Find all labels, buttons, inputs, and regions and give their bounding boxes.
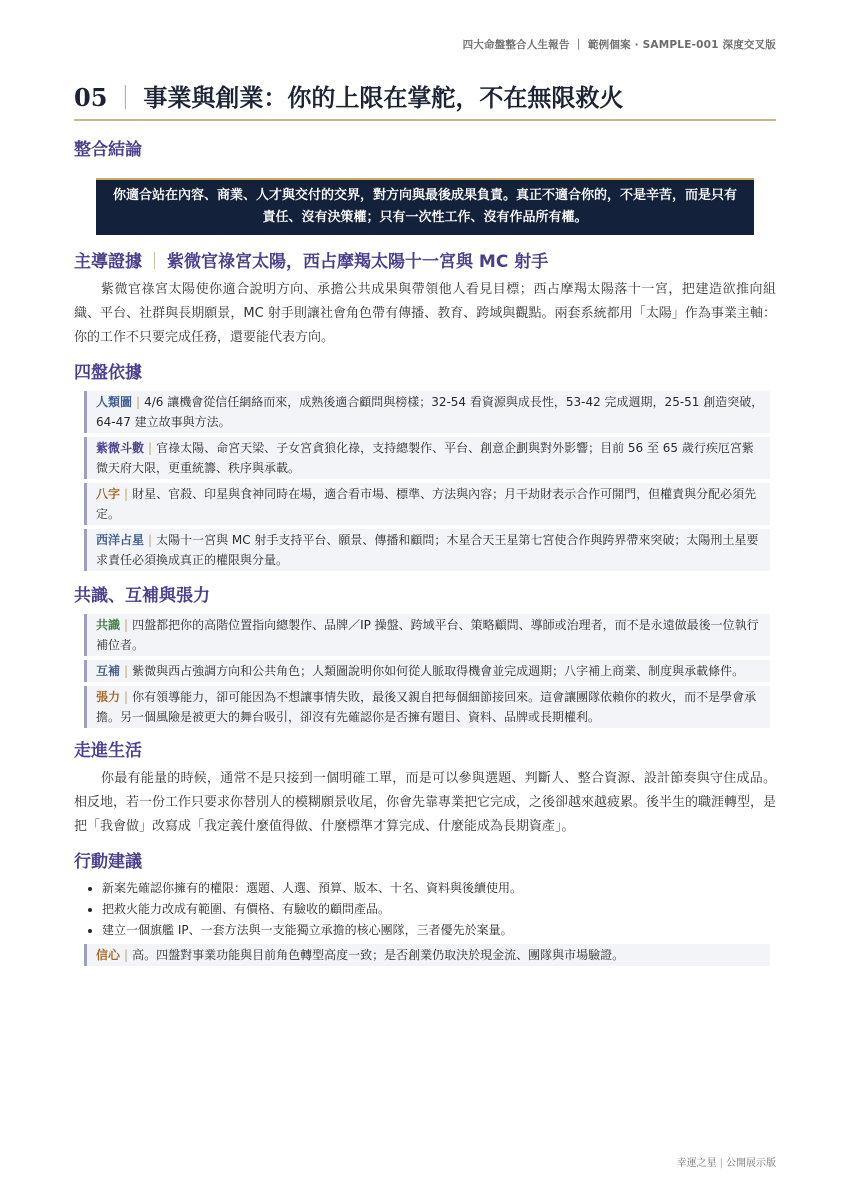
consensus-heading: 共識、互補與張力 <box>74 586 210 606</box>
chapter-number: 05 <box>74 83 108 112</box>
confidence-text: 高。四盤對事業功能與目前角色轉型高度一致；是否創業仍取決於現金流、團隊與市場驗證。 <box>132 948 625 962</box>
confidence-label: 信心 <box>96 948 121 962</box>
action-item: • 把救火能力改成有範圍、有價格、有驗收的顧問產品。 <box>102 899 776 920</box>
life-heading: 走進生活 <box>74 741 142 761</box>
fact-text: 官祿太陽、命宮天梁、子女宮貪狼化祿，支持總製作、平台、創意企劃與對外影響；目前 56 至 65 歲行疾厄宮紫微天府大限，更重統籌、秩序與承載。 <box>96 441 754 475</box>
fact-label: 西洋占星 <box>96 533 145 547</box>
running-header: 四大命盤整合人生報告 ｜ 範例個案 · SAMPLE-001 深度交叉版 <box>462 39 776 51</box>
fact-text: 財星、官殺、印星與食神同時在場，適合看市場、標準、方法與內容；月干劫財表示合作可開門，但權責與分配必須先定。 <box>96 487 757 521</box>
evidence-paragraph: 紫微官祿宮太陽使你適合說明方向、承擔公共成果與帶領他人看見目標；西占摩羯太陽落十一宮，把建造欲推向組織、平台、社群與長期願景，MC 射手則讓社會角色帶有傳播、教育、跨域與觀點。兩套系統都用「太陽」作為事業主軸：你的工作不只要完成任務，還要能代表方向。 <box>74 282 776 345</box>
fact-text: 4/6 讓機會從信任網絡而來，成熟後適合顧問與榜樣；32-54 看資源與成長性，53-42 完成週期，25-51 創造突破，64-47 建立故事與方法。 <box>96 395 764 429</box>
life-paragraph: 你最有能量的時候，通常不是只接到一個明確工單，而是可以參與選題、判斷人、整合資源、設計節奏與守住成品。相反地，若一份工作只要求你替別人的模糊願景收尾，你會先靠專業把它完成，之後卻越來越疲累。後半生的職涯轉型，是把「我會做」改寫成「我定義什麼值得做、什麼標準才算完成、什麼能成為長期資產」。 <box>74 771 777 834</box>
actions-heading: 行動建議 <box>74 852 142 872</box>
fact-label: 八字 <box>96 487 121 501</box>
evidence-heading-main: 主導證據 <box>74 252 142 272</box>
tension-text: 你有領導能力，卻可能因為不想讓事情失敗，最後又親自把每個細節接回來。這會讓團隊依賴你的救火，而不是學會承擔。另一個風險是被更大的舞台吸引，卻沒有先確認你是否擁有題目、資料、品牌或長期權利。 <box>96 690 757 724</box>
tension-item: 張力 | 你有領導能力，卻可能因為不想讓事情失敗，最後又親自把每個細節接回來。這會讓團隊依賴你的救火，而不是學會承擔。另一個風險是被更大的舞台吸引，卻沒有先確認你是否擁有題目、資料、品牌或長期權利。 <box>84 686 770 728</box>
fact-label: 人類圖 <box>96 395 133 409</box>
fact-bazi: 八字 | 財星、官殺、印星與食神同時在場，適合看市場、標準、方法與內容；月干劫財表示合作可開門，但權責與分配必須先定。 <box>84 483 770 525</box>
consensus-item: 共識 | 四盤都把你的高階位置指向總製作、品牌／IP 操盤、跨域平台、策略顧問、導師或治理者，而不是永遠做最後一位執行補位者。 <box>84 614 770 656</box>
fact-text: 太陽十一宮與 MC 射手支持平台、願景、傳播和顧問；木星合天王星第七宮使合作與跨界帶來突破；太陽刑土星要求責任必須換成真正的權限與分量。 <box>96 533 759 567</box>
four-charts-heading: 四盤依據 <box>74 363 142 383</box>
summary-box: 你適合站在內容、商業、人才與交付的交界，對方向與最後成果負責。真正不適合你的，不是辛苦，而是只有責任、沒有決策權；只有一次性工作、沒有作品所有權。 <box>96 178 754 235</box>
page-content <box>74 78 776 970</box>
chapter-title: 事業與創業：你的上限在掌舵，不在無限救火 <box>143 84 624 112</box>
fact-human-design: 人類圖 | 4/6 讓機會從信任網絡而來，成熟後適合顧問與榜樣；32-54 看資源與成長性，53-42 完成週期，25-51 創造突破，64-47 建立故事與方法。 <box>84 391 770 433</box>
complement-text: 紫微與西占強調方向和公共角色；人類圖說明你如何從人脈取得機會並完成週期；八字補上商業、制度與承載條件。 <box>132 664 745 678</box>
page-title: 05 ｜ 事業與創業：你的上限在掌舵，不在無限救火 <box>74 78 776 121</box>
tension-label: 張力 <box>96 690 121 704</box>
fact-label: 紫微斗數 <box>96 441 145 455</box>
evidence-heading: 主導證據 ｜ 紫微官祿宮太陽，西占摩羯太陽十一宮與 MC 射手 <box>74 252 549 272</box>
footer-edition: 公開展示版 <box>726 1158 776 1169</box>
actions-list <box>74 878 776 941</box>
conclusion-heading: 整合結論 <box>74 140 142 160</box>
action-item: • 建立一個旗艦 IP、一套方法與一支能獨立承擔的核心團隊，三者優先於案量。 <box>102 920 776 941</box>
action-item: • 新案先確認你擁有的權限：選題、人選、預算、版本、十名、資料與後續使用。 <box>102 878 776 899</box>
consensus-label: 共識 <box>96 618 121 632</box>
footer-brand: 幸運之星 <box>676 1158 717 1169</box>
consensus-text: 四盤都把你的高階位置指向總製作、品牌／IP 操盤、跨域平台、策略顧問、導師或治理者，而不是永遠做最後一位執行補位者。 <box>96 618 759 652</box>
page-footer: 幸運之星 | 公開展示版 <box>676 1158 776 1169</box>
complement-label: 互補 <box>96 664 121 678</box>
complement-item: 互補 | 紫微與西占強調方向和公共角色；人類圖說明你如何從人脈取得機會並完成週期；八字補上商業、制度與承載條件。 <box>84 660 770 682</box>
fact-astrology: 西洋占星 | 太陽十一宮與 MC 射手支持平台、願景、傳播和顧問；木星合天王星第七宮使合作與跨界帶來突破；太陽刑土星要求責任必須換成真正的權限與分量。 <box>84 529 770 571</box>
evidence-heading-sub: 紫微官祿宮太陽，西占摩羯太陽十一宮與 MC 射手 <box>167 252 549 272</box>
fact-ziwei: 紫微斗數 | 官祿太陽、命宮天梁、子女宮貪狼化祿，支持總製作、平台、創意企劃與對外影響；目前 56 至 65 歲行疾厄宮紫微天府大限，更重統籌、秩序與承載。 <box>84 437 770 479</box>
confidence-row: 信心 | 高。四盤對事業功能與目前角色轉型高度一致；是否創業仍取決於現金流、團隊與市場驗證。 <box>84 944 770 966</box>
